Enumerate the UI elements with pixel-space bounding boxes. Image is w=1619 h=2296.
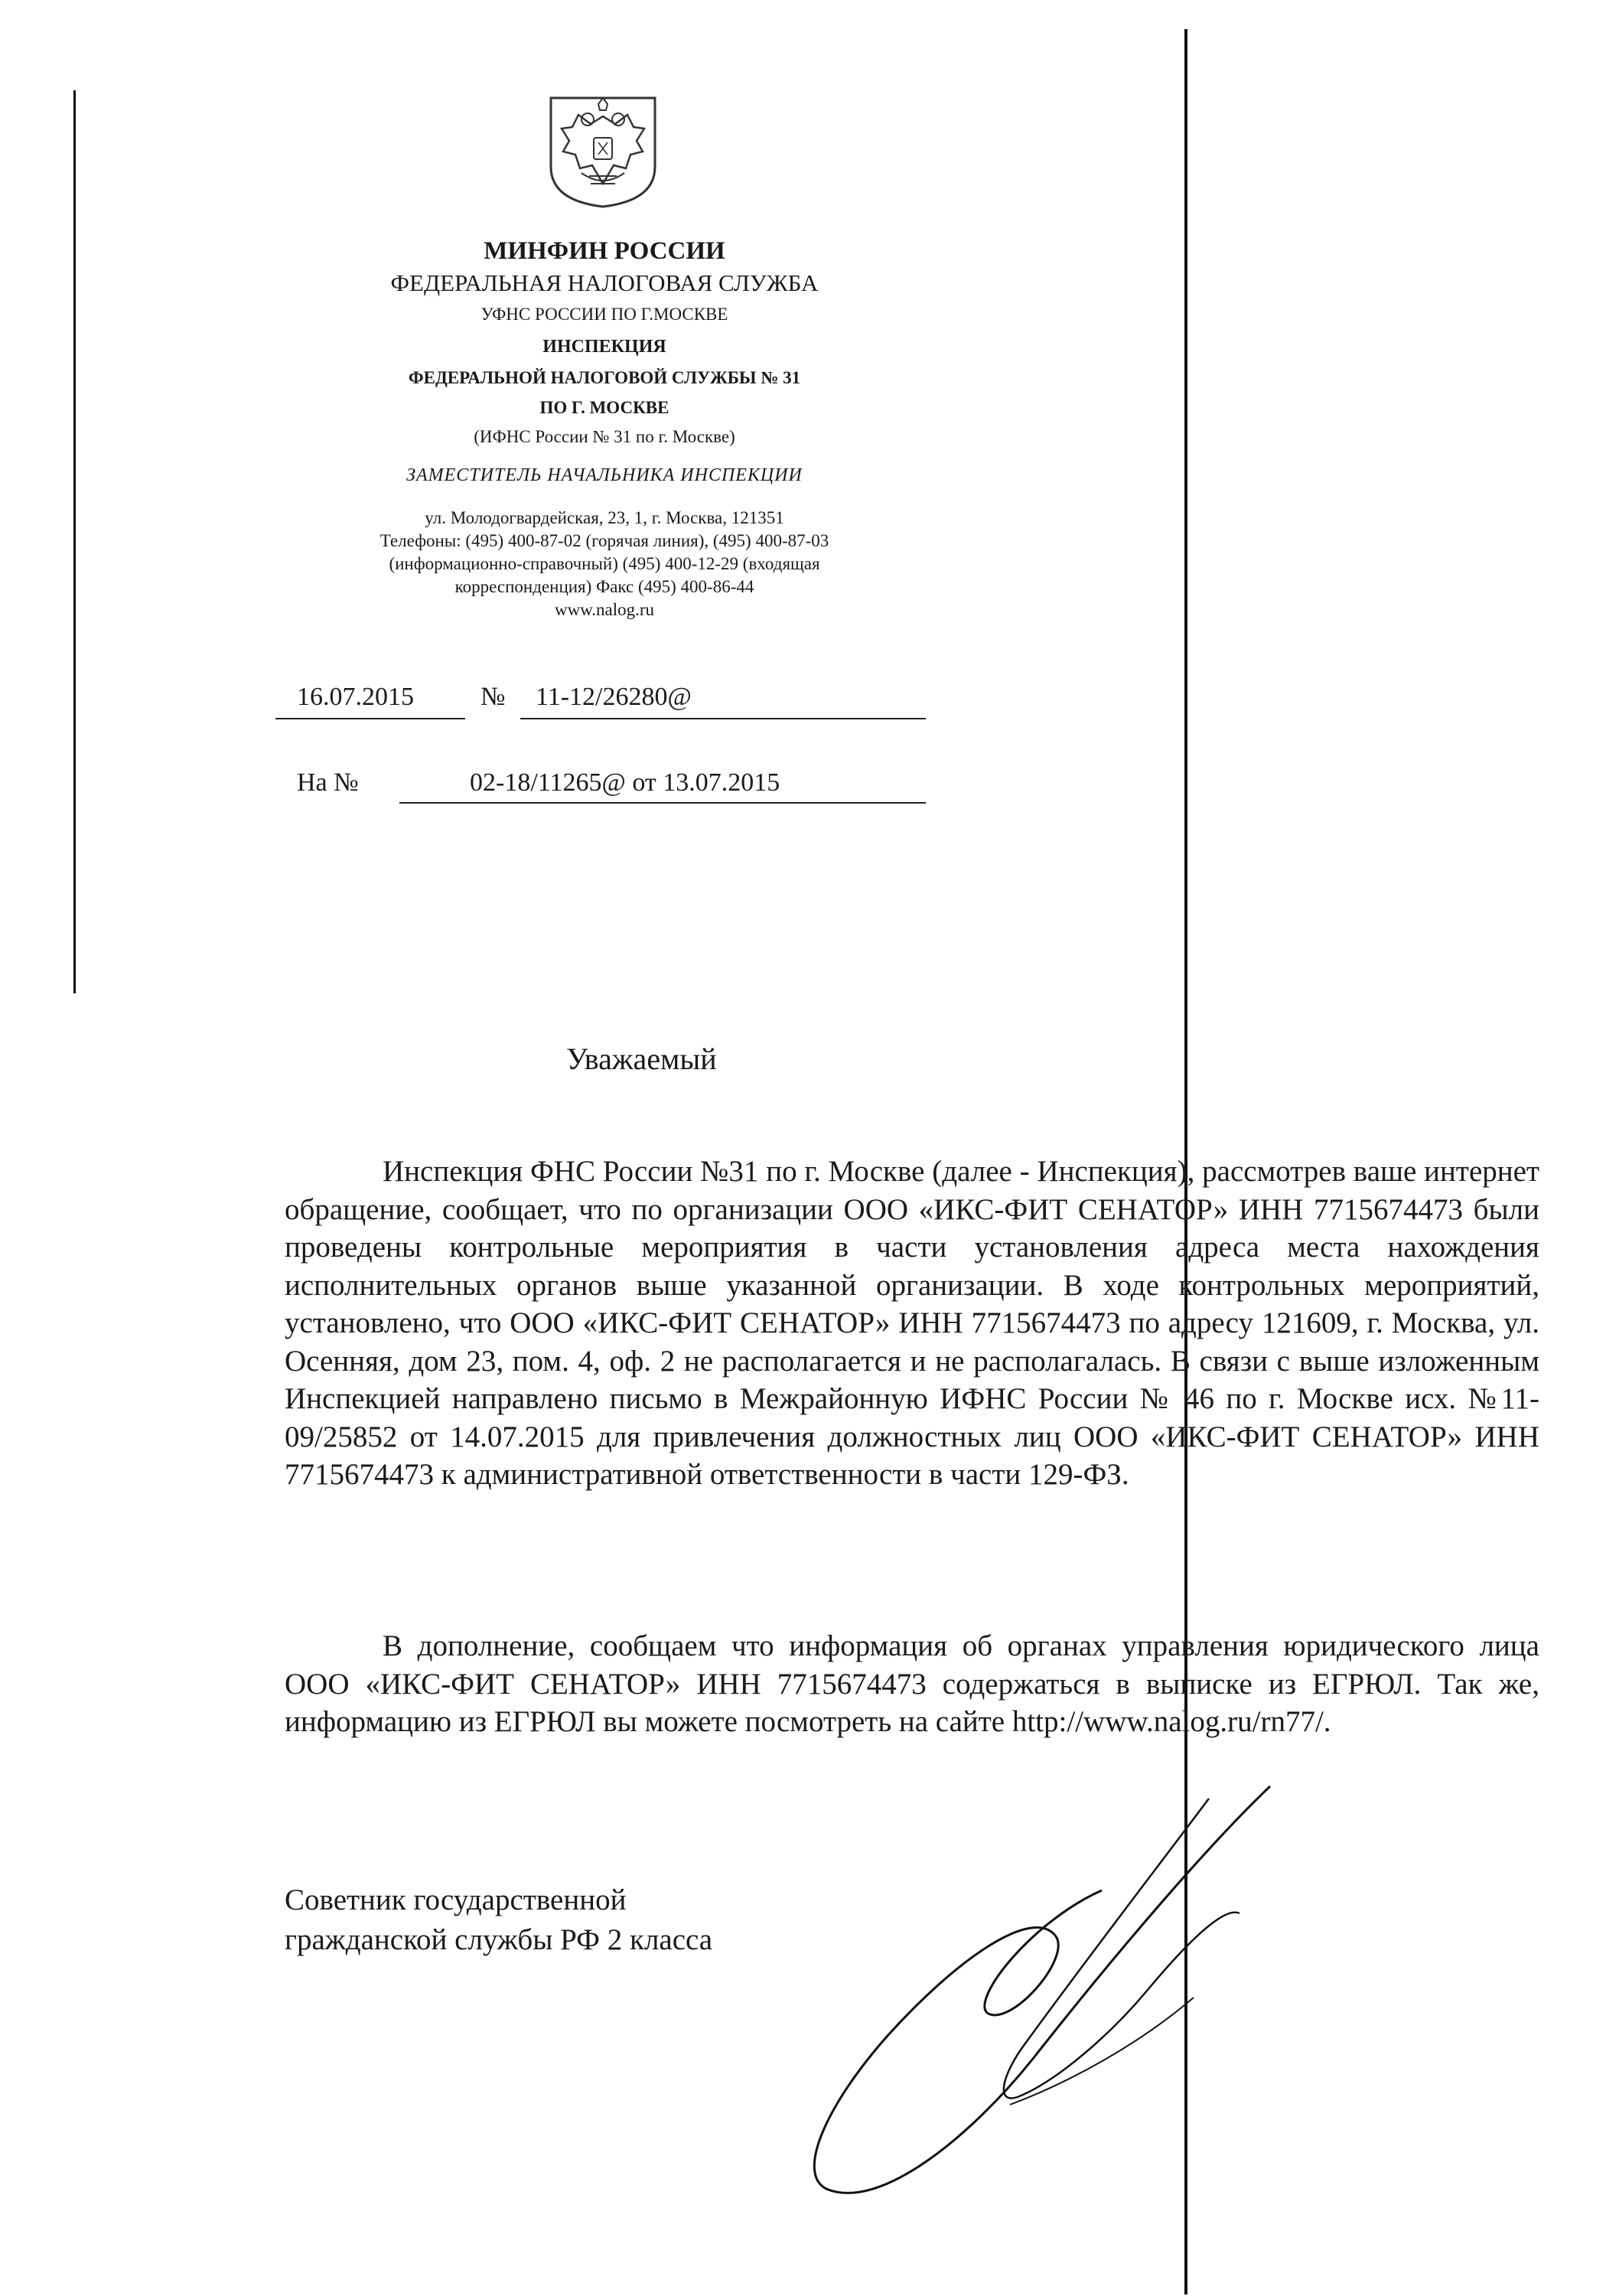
- phone-line: Телефоны: (495) 400-87-02 (горячая линия), (495) 400-87-03: [380, 531, 829, 550]
- body-paragraph-1: [285, 1153, 1539, 1494]
- date-underline: [275, 718, 465, 719]
- signer-title-line-1: Советник государственной: [285, 1883, 627, 1916]
- address-line: ул. Молодогвардейская, 23, 1, г. Москва, 121351: [425, 508, 784, 527]
- inspection-name-line-2: ФЕДЕРАЛЬНОЙ НАЛОГОВОЙ СЛУЖБЫ № 31: [408, 368, 801, 387]
- website-line: www.nalog.ru: [554, 600, 655, 619]
- incoming-reference-label: На №: [297, 768, 359, 797]
- service-name: ФЕДЕРАЛЬНАЯ НАЛОГОВАЯ СЛУЖБА: [390, 269, 819, 296]
- outgoing-date: 16.07.2015: [297, 683, 414, 711]
- ministry-name: МИНФИН РОССИИ: [484, 237, 725, 265]
- outgoing-number: 11-12/26280@: [536, 683, 692, 711]
- incoming-reference: 02-18/11265@ от 13.07.2015: [470, 768, 780, 797]
- phone-line: (информационно-справочный) (495) 400-12-29 (входящая: [389, 554, 820, 573]
- number-underline: [520, 718, 926, 719]
- fax-line: корреспонденция) Факс (495) 400-86-44: [454, 577, 754, 596]
- left-margin-line: [73, 90, 76, 993]
- inspection-short-name: (ИФНС России № 31 по г. Москве): [474, 427, 735, 446]
- paragraph-text: В дополнение, сообщаем что информация об органах управления юридического лица ООО «ИКС-ФИТ СЕНАТОР» ИНН 7715674473 содержаться в выписке из ЕГРЮЛ. Так же, информацию из ЕГРЮЛ вы можете посмотреть на сайте http://www.nalog.ru/rn77/.: [285, 1629, 1539, 1738]
- signer-title-line-2: гражданской службы РФ 2 класса: [285, 1923, 713, 1956]
- salutation: Уважаемый: [566, 1042, 717, 1076]
- reference-underline: [399, 802, 926, 804]
- paragraph-text: Инспекция ФНС России №31 по г. Москве (далее - Инспекция), рассмотрев ваше интернет обращение, сообщает, что по организации ООО «ИКС-ФИТ СЕНАТОР» ИНН 7715674473 были проведены контрольные мероприятия в части установления адреса места нахождения исполнительных органов выше указанной организации. В ходе контрольных мероприятий, установлено, что ООО «ИКС-ФИТ СЕНАТОР» ИНН 7715674473 по адресу 121609, г. Москва, ул. Осенняя, дом 23, пом. 4, оф. 2 не располагается и не располагалась. В связи с выше изложенным Инспекцией направлено письмо в Межрайонную ИФНС России № 46 по г. Москве исх. №11-09/25852 от 14.07.2015 для привлечения должностных лиц ООО «ИКС-ФИТ СЕНАТОР» ИНН 7715674473 к административной ответственности в части 129-ФЗ.: [285, 1155, 1539, 1491]
- inspection-name-line-1: ИНСПЕКЦИЯ: [542, 337, 666, 357]
- coat-of-arms-emblem-icon: [545, 93, 661, 210]
- body-paragraph-2: [285, 1627, 1539, 1741]
- contact-address-block: [306, 507, 903, 621]
- redacted-name: [765, 1026, 1184, 1110]
- number-sign: №: [480, 683, 506, 711]
- signatory-position: ЗАМЕСТИТЕЛЬ НАЧАЛЬНИКА ИНСПЕКЦИИ: [406, 465, 803, 485]
- handwritten-signature-icon: [780, 1783, 1316, 2212]
- regional-office-name: УФНС РОССИИ ПО Г.МОСКВЕ: [480, 305, 728, 324]
- inspection-name-line-3: ПО Г. МОСКВЕ: [539, 398, 669, 417]
